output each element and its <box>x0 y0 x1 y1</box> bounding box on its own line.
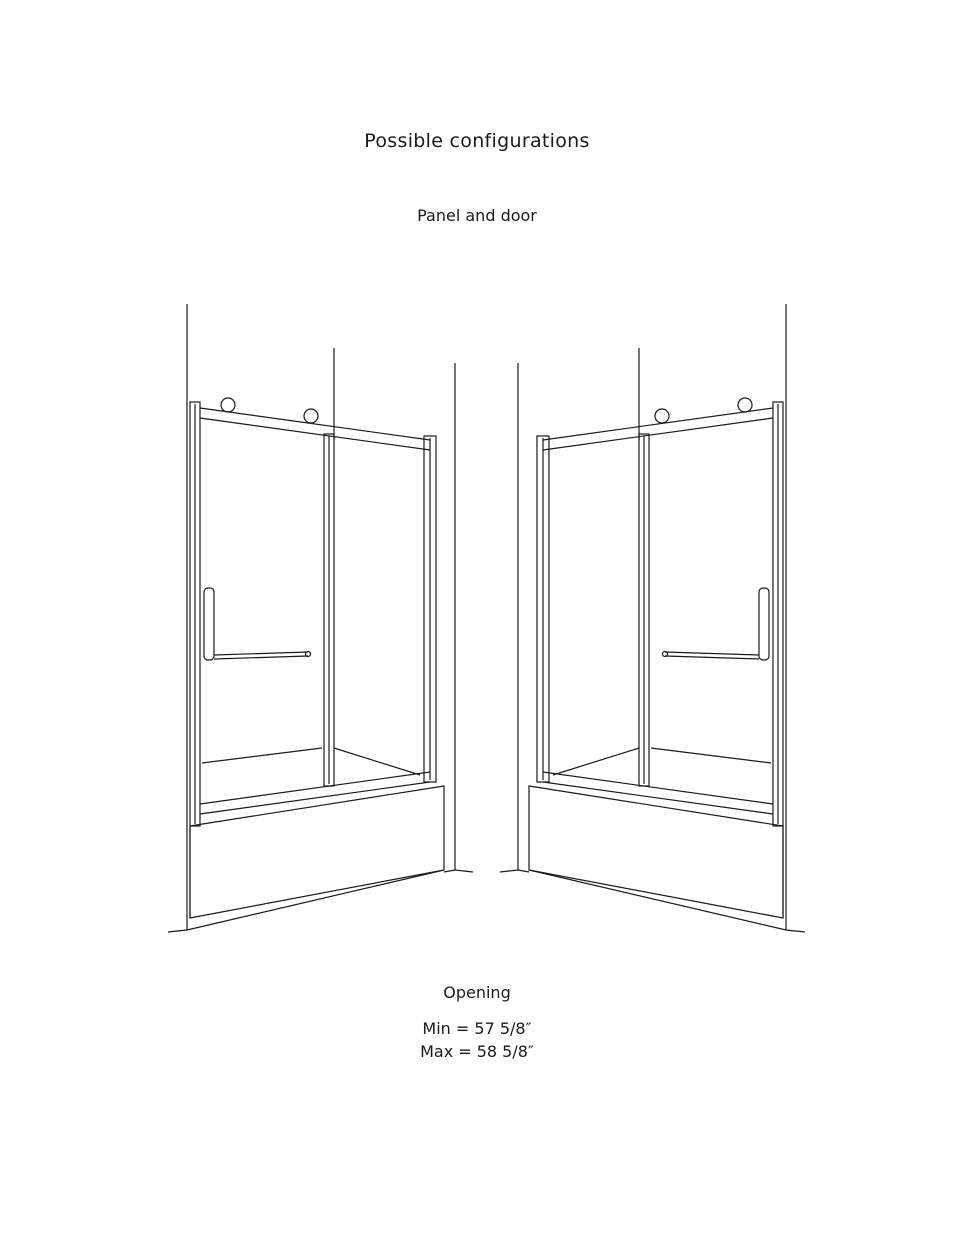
page-title: Possible configurations <box>364 130 590 152</box>
opening-min: Min = 57 5/8″ <box>422 1019 532 1038</box>
configuration-subtitle: Panel and door <box>417 206 537 225</box>
opening-max: Max = 58 5/8″ <box>420 1042 534 1061</box>
opening-dimensions <box>0 1017 954 1063</box>
left-configuration-drawing <box>168 304 473 932</box>
opening-label: Opening <box>443 983 511 1002</box>
right-configuration-drawing <box>500 304 805 932</box>
